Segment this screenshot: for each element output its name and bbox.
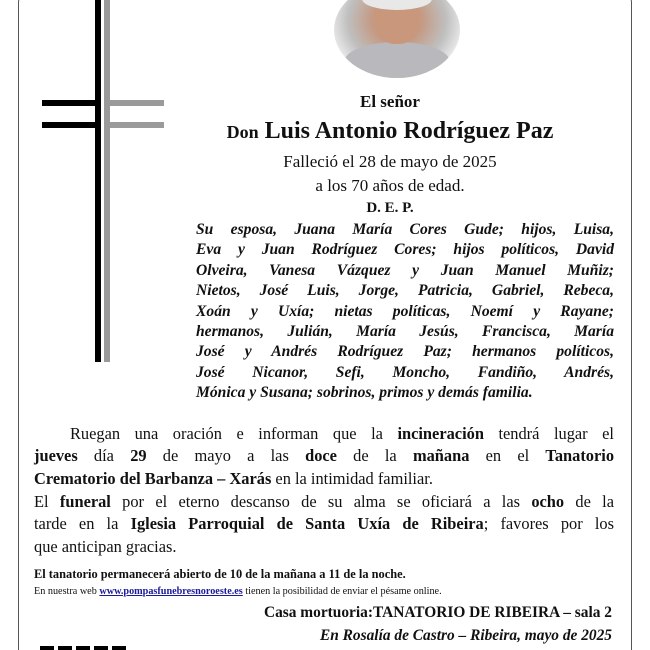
portrait-photo bbox=[334, 0, 460, 78]
family-line: Nietos, José Luis, Jorge, Patricia, Gabriel, Rebeca, bbox=[196, 282, 614, 300]
family-line: Eva y Juan Rodríguez Cores; hijos políticos, David bbox=[196, 241, 614, 259]
intro-text: El señor bbox=[360, 92, 420, 111]
casa-mortuoria: Casa mortuoria:TANATORIO DE RIBEIRA – sala 2 bbox=[263, 604, 612, 621]
deceased-name bbox=[160, 118, 620, 145]
place-date: En Rosalía de Castro – Ribeira, mayo de 2025 bbox=[319, 627, 612, 644]
family-line: Su esposa, Juana María Cores Gude; hijos, Luisa, bbox=[196, 221, 614, 238]
family-line: hermanos, Julián, María Jesús, Francisca, María bbox=[196, 323, 614, 341]
family-line: José Nicanor, Sefi, Moncho, Fandiño, Andrés, bbox=[196, 363, 614, 381]
age-text: a los 70 años de edad. bbox=[315, 176, 465, 195]
web-note: En nuestra web www.pompasfunebresnoroeste.es tienen la posibilidad de enviar el pésame online. bbox=[34, 586, 442, 597]
tanatorio-hours: El tanatorio permanecerá abierto de 10 de la mañana a 11 de la noche. bbox=[34, 567, 406, 581]
incineration-paragraph: Ruegan una oración e informan que la incineración tendrá lugar el jueves día 29 de mayo a las doce de la mañana en el Tanatorio Crematorio del Barbanza – Xarás en la intimidad familiar. bbox=[34, 424, 615, 488]
family-line: José y Andrés Rodríguez Paz; hermanos políticos, bbox=[196, 343, 614, 361]
family-line: Mónica y Susana; sobrinos, primos y demás familia. bbox=[196, 384, 533, 402]
death-date: Falleció el 28 de mayo de 2025 bbox=[283, 152, 497, 171]
website-link[interactable]: www.pompasfunebresnoroeste.es bbox=[99, 586, 243, 597]
logo-icon bbox=[40, 643, 140, 650]
name-prefix: Don bbox=[226, 122, 259, 142]
family-line: Xoán y Uxía; nietas políticas, Noemí y Rayane; bbox=[196, 302, 614, 320]
funeral-paragraph: El funeral por el eterno descanso de su alma se oficiará a las ocho de la tarde en la Iglesia Parroquial de Santa Uxía de Ribeira; favores por los que anticipan gracias. bbox=[34, 492, 614, 556]
family-list bbox=[196, 220, 614, 404]
dep-text: D. E. P. bbox=[366, 200, 414, 216]
name-text: Luis Antonio Rodríguez Paz bbox=[264, 118, 554, 144]
family-line: Olveira, Vanesa Vázquez y Juan Manuel Muñiz; bbox=[196, 261, 614, 279]
